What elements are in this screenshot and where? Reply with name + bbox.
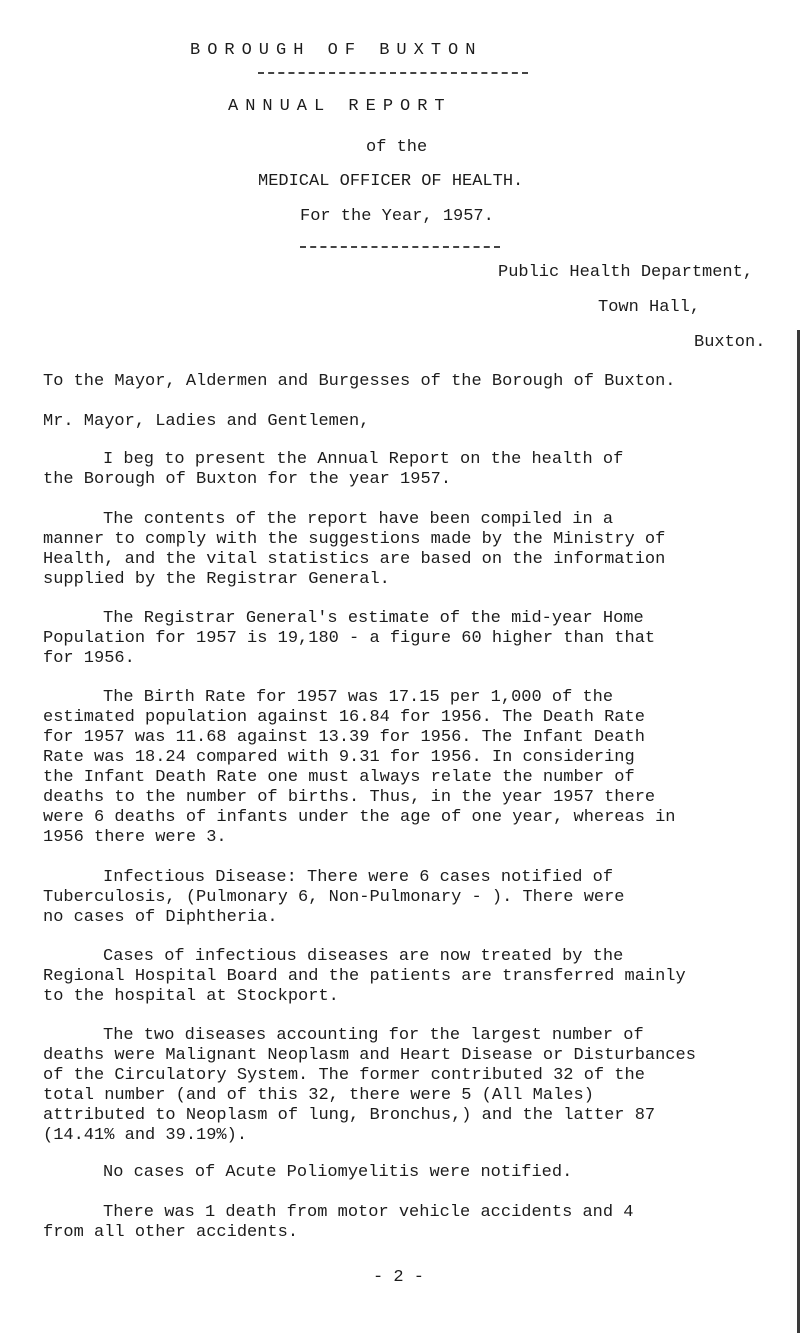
of-the-text: of the xyxy=(366,138,428,157)
greeting-line: Mr. Mayor, Ladies and Gentlemen, xyxy=(43,412,370,431)
paragraph-contents: The contents of the report have been compiled in a manner to comply with the suggestions made by the Ministry of Health, and the vital statistics are based on the information supplied by the Registrar General. xyxy=(43,510,666,589)
address-line-1: Public Health Department, xyxy=(498,263,754,282)
dashed-rule-bottom xyxy=(300,246,500,248)
paragraph-hospital: Cases of infectious diseases are now treated by the Regional Hospital Board and the patients are transferred mainly to the hospital at Stockport. xyxy=(43,947,686,1006)
paragraph-poliomyelitis: No cases of Acute Poliomyelitis were notified. xyxy=(103,1163,573,1182)
annual-report-heading: ANNUAL REPORT xyxy=(228,97,452,116)
addressee-line: To the Mayor, Aldermen and Burgesses of the Borough of Buxton. xyxy=(43,372,676,391)
year-line: For the Year, 1957. xyxy=(300,207,494,226)
dashed-rule-top xyxy=(258,72,528,74)
paragraph-intro: I beg to present the Annual Report on the health of the Borough of Buxton for the year 1957. xyxy=(43,450,624,489)
officer-title: MEDICAL OFFICER OF HEALTH. xyxy=(258,172,524,191)
borough-heading: BOROUGH OF BUXTON xyxy=(190,41,483,60)
paragraph-infectious: Infectious Disease: There were 6 cases notified of Tuberculosis, (Pulmonary 6, Non-Pulmonary - ). There were no cases of Diphtheria. xyxy=(43,868,625,927)
paragraph-rates: The Birth Rate for 1957 was 17.15 per 1,000 of the estimated population against 16.84 for 1956. The Death Rate for 1957 was 11.68 against 13.39 for 1956. The Infant Death Rate was 18.24 compared with 9.31 for 1956. In considering the Infant Death Rate one must always relate the number of deaths to the number of births. Thus, in the year 1957 there were 6 deaths of infants under the age of one year, whereas in 1956 there were 3. xyxy=(43,688,676,847)
page-number: - 2 - xyxy=(373,1268,425,1287)
paragraph-population: The Registrar General's estimate of the mid-year Home Population for 1957 is 19,180 - a figure 60 higher than that for 1956. xyxy=(43,609,656,668)
address-line-3: Buxton. xyxy=(694,333,766,352)
paragraph-accidents: There was 1 death from motor vehicle accidents and 4 from all other accidents. xyxy=(43,1203,634,1242)
paragraph-causes-of-death: The two diseases accounting for the largest number of deaths were Malignant Neoplasm and Heart Disease or Disturbances of the Circulatory System. The former contributed 32 of the total number (and of this 32, there were 5 (All Males) attributed to Neoplasm of lung, Bronchus,) and the latter 87 (14.41% and 39.19%). xyxy=(43,1026,696,1145)
address-line-2: Town Hall, xyxy=(598,298,701,317)
